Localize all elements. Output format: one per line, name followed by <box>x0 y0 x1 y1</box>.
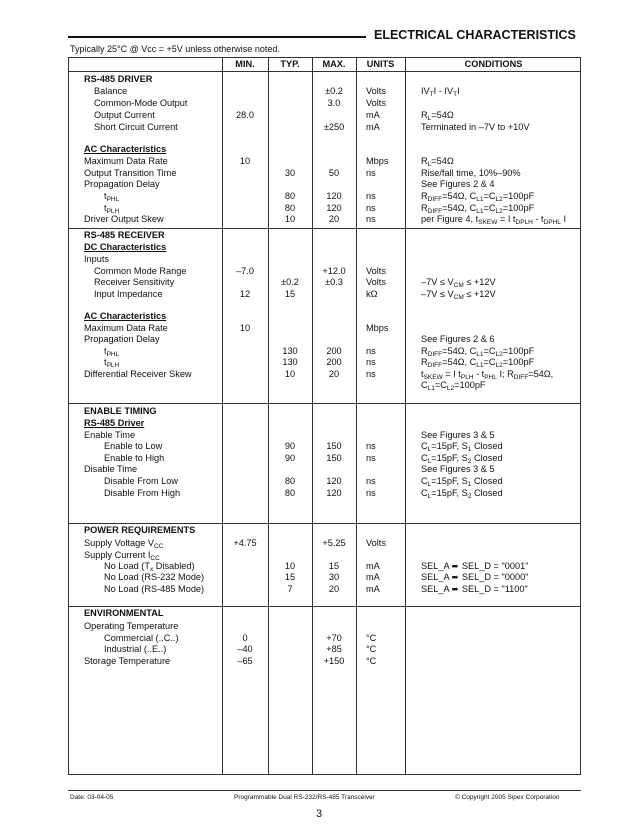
param-supply-current: Supply Current $I_{CC}$ <box>84 550 160 562</box>
section-title: ELECTRICAL CHARACTERISTICS <box>374 28 576 42</box>
value-max: 20 <box>328 369 340 379</box>
value-units: ns <box>366 346 376 356</box>
param-input-impedance: Input Impedance <box>94 289 163 299</box>
row-divider <box>69 71 580 72</box>
value-min: +4.75 <box>233 538 257 548</box>
subsection-ac-characteristics: AC Characteristics <box>84 144 167 154</box>
value-units: Volts <box>366 266 386 276</box>
value-condition: $R_{DIFF}=54\Omega$, $C_{L1}=C_{L2}=100pF$ <box>421 346 535 358</box>
value-typ: 80 <box>284 476 296 486</box>
param-enable-time: Enable Time <box>84 430 136 440</box>
param-short-circuit-current: Short Circuit Current <box>94 122 178 132</box>
col-divider <box>268 58 269 774</box>
value-condition: SEL_A ➨ SEL_D = "1100" <box>421 584 528 594</box>
section-environmental: ENVIRONMENTAL <box>84 608 164 618</box>
param-differential-receiver-skew: Differential Receiver Skew <box>84 369 192 379</box>
value-typ: 130 <box>282 357 298 367</box>
param-no-load-tx-disabled: No Load ($T_x$ Disabled) <box>104 561 195 573</box>
value-max: +150 <box>323 656 345 666</box>
value-max: 3.0 <box>327 98 341 108</box>
value-condition: $t_{SKEW} = I$ $t_{PLH} - t_{PHL}$ I; $R_{DIFF}=54\Omega$, <box>421 369 554 381</box>
param-operating-temperature: Operating Temperature <box>84 621 179 631</box>
value-units: Volts <box>366 86 386 96</box>
param-supply-voltage: Supply Voltage $V_{CC}$ <box>84 538 164 550</box>
value-units: ns <box>366 488 376 498</box>
value-min: –7.0 <box>236 266 254 276</box>
header-rule <box>68 36 366 38</box>
param-enable-to-low: Enable to Low <box>104 441 163 451</box>
value-typ: 80 <box>284 203 296 213</box>
col-divider <box>405 58 406 774</box>
value-units: mA <box>366 584 380 594</box>
value-condition: $R_{DIFF}=54\Omega$, $C_{L1}=C_{L2}=100pF$ <box>421 357 535 369</box>
value-units: mA <box>366 122 380 132</box>
value-condition: SEL_A ➨ SEL_D = "0000" <box>421 572 529 582</box>
value-units: Volts <box>366 277 386 287</box>
page-number: 3 <box>316 808 323 820</box>
param-no-load-rs232: No Load (RS-232 Mode) <box>104 572 205 582</box>
value-units: ns <box>366 203 376 213</box>
param-common-mode-range: Common Mode Range <box>94 266 187 276</box>
value-max: 150 <box>326 453 342 463</box>
col-header-units: UNITS <box>366 59 395 69</box>
value-units: Volts <box>366 98 386 108</box>
value-typ: 10 <box>284 561 296 571</box>
value-max: 120 <box>326 191 342 201</box>
subsection-ac-characteristics: AC Characteristics <box>84 311 167 321</box>
param-disable-time: Disable Time <box>84 464 138 474</box>
value-min: –40 <box>237 644 253 654</box>
value-max: 200 <box>326 346 342 356</box>
value-condition: $C_L=15pF$, $S_1$ Closed <box>421 441 503 453</box>
value-units: ns <box>366 168 376 178</box>
footer-copyright: © Copyright 2005 Sipex Corporation <box>455 794 560 801</box>
value-condition: See Figures 2 & 4 <box>421 179 495 189</box>
value-units: ns <box>366 357 376 367</box>
value-units: mA <box>366 110 380 120</box>
electrical-characteristics-table <box>68 57 581 775</box>
row-divider <box>69 403 580 404</box>
value-max: 200 <box>326 357 342 367</box>
col-divider <box>356 58 357 774</box>
value-typ: 90 <box>284 453 296 463</box>
value-typ: 90 <box>284 441 296 451</box>
param-tphl: $t_{PHL}$ <box>104 346 120 358</box>
value-typ: ±0.2 <box>281 277 299 287</box>
footer-rule <box>68 790 581 791</box>
conditions-note: Typically 25°C @ Vcc = +5V unless otherwise noted. <box>70 44 280 54</box>
value-max: +12.0 <box>322 266 346 276</box>
value-max: ±250 <box>323 122 345 132</box>
value-max: +70 <box>326 633 342 643</box>
value-typ: 15 <box>284 572 296 582</box>
param-output-transition-time: Output Transition Time <box>84 168 177 178</box>
value-condition: Rise/fall time, 10%–90% <box>421 168 521 178</box>
value-condition: per Figure 4, $t_{SKEW} = I$ $t_{DPLH} - t_{DPHL}$ I <box>421 214 567 226</box>
value-max: 20 <box>328 214 340 224</box>
value-units: ns <box>366 214 376 224</box>
row-divider <box>69 523 580 524</box>
param-tplh: $t_{PLH}$ <box>104 357 120 369</box>
value-typ: 10 <box>284 214 296 224</box>
value-min: –65 <box>237 656 253 666</box>
param-no-load-rs485: No Load (RS-485 Mode) <box>104 584 205 594</box>
param-driver-output-skew: Driver Output Skew <box>84 214 164 224</box>
footer-date: Date: 03-04-05 <box>70 794 114 801</box>
value-min: 10 <box>239 156 251 166</box>
value-units: kΩ <box>366 289 378 299</box>
col-header-typ: TYP. <box>280 59 300 69</box>
value-units: Mbps <box>366 323 389 333</box>
section-rs485-driver: RS-485 DRIVER <box>84 74 153 84</box>
param-max-data-rate: Maximum Data Rate <box>84 156 168 166</box>
value-typ: 80 <box>284 191 296 201</box>
value-max: 120 <box>326 476 342 486</box>
value-condition: $IV_TI - IV_TI$ <box>421 86 460 98</box>
value-condition: $R_{DIFF}=54\Omega$, $C_{L1}=C_{L2}=100pF$ <box>421 191 535 203</box>
param-storage-temperature: Storage Temperature <box>84 656 171 666</box>
value-min: 10 <box>239 323 251 333</box>
value-condition: SEL_A ➨ SEL_D = "0001" <box>421 561 529 571</box>
param-enable-to-high: Enable to High <box>104 453 165 463</box>
value-condition: $R_{DIFF}=54\Omega$, $C_{L1}=C_{L2}=100pF$ <box>421 203 535 215</box>
value-condition: $-7V \le V_{CM} \le +12V$ <box>421 289 496 301</box>
value-typ: 7 <box>287 584 293 594</box>
value-min: 12 <box>239 289 251 299</box>
value-max: 15 <box>328 561 340 571</box>
value-units: mA <box>366 561 380 571</box>
value-typ: 15 <box>284 289 296 299</box>
param-tphl: $t_{PHL}$ <box>104 191 120 203</box>
footer-product: Programmable Dual RS-232/RS-485 Transceiver <box>234 794 375 801</box>
value-max: 50 <box>328 168 340 178</box>
value-max: +5.25 <box>322 538 346 548</box>
value-units: ns <box>366 476 376 486</box>
param-disable-from-low: Disable From Low <box>104 476 179 486</box>
value-max: 150 <box>326 441 342 451</box>
section-rs485-receiver: RS-485 RECEIVER <box>84 230 165 240</box>
value-condition: Terminated in –7V to +10V <box>421 122 530 132</box>
value-condition: $C_{L1}=C_{L2}=100pF$ <box>421 380 486 392</box>
col-header-max: MAX. <box>322 59 346 69</box>
value-units: ns <box>366 191 376 201</box>
value-units: °C <box>366 633 377 643</box>
value-max: ±0.2 <box>325 86 343 96</box>
value-max: 120 <box>326 203 342 213</box>
param-disable-from-high: Disable From High <box>104 488 181 498</box>
value-condition: $C_L=15pF$, $S_2$ Closed <box>421 453 503 465</box>
param-common-mode-output: Common-Mode Output <box>94 98 188 108</box>
value-units: °C <box>366 656 377 666</box>
param-industrial: Industrial (..E..) <box>104 644 167 654</box>
value-units: ns <box>366 441 376 451</box>
subsection-rs485-driver: RS-485 Driver <box>84 418 145 428</box>
value-condition: See Figures 2 & 6 <box>421 334 495 344</box>
param-propagation-delay: Propagation Delay <box>84 179 160 189</box>
row-divider <box>69 228 580 229</box>
value-max: 120 <box>326 488 342 498</box>
value-max: ±0.3 <box>325 277 343 287</box>
value-units: ns <box>366 369 376 379</box>
value-max: 20 <box>328 584 340 594</box>
value-typ: 30 <box>284 168 296 178</box>
value-typ: 80 <box>284 488 296 498</box>
value-units: Volts <box>366 538 386 548</box>
param-inputs: Inputs <box>84 254 110 264</box>
value-typ: 130 <box>282 346 298 356</box>
row-divider <box>69 606 580 607</box>
section-enable-timing: ENABLE TIMING <box>84 406 157 416</box>
value-max: 30 <box>328 572 340 582</box>
value-condition: $-7V \le V_{CM} \le +12V$ <box>421 277 496 289</box>
subsection-dc-characteristics: DC Characteristics <box>84 242 167 252</box>
param-output-current: Output Current <box>94 110 155 120</box>
value-condition: See Figures 3 & 5 <box>421 464 495 474</box>
param-propagation-delay: Propagation Delay <box>84 334 160 344</box>
param-receiver-sensitivity: Receiver Sensitivity <box>94 277 175 287</box>
value-units: ns <box>366 453 376 463</box>
value-condition: $R_L=54\Omega$ <box>421 156 454 168</box>
value-max: +85 <box>326 644 342 654</box>
value-min: 0 <box>242 633 248 643</box>
section-power-requirements: POWER REQUIREMENTS <box>84 525 196 535</box>
col-header-min: MIN. <box>235 59 255 69</box>
value-min: 28.0 <box>236 110 254 120</box>
value-condition: $C_L=15pF$, $S_1$ Closed <box>421 476 503 488</box>
value-typ: 10 <box>284 369 296 379</box>
value-units: Mbps <box>366 156 389 166</box>
col-header-conditions: CONDITIONS <box>464 59 523 69</box>
param-commercial: Commercial (..C..) <box>104 633 179 643</box>
value-units: mA <box>366 572 380 582</box>
value-units: °C <box>366 644 377 654</box>
param-tplh: $t_{PLH}$ <box>104 203 120 215</box>
value-condition: $C_L=15pF$, $S_2$ Closed <box>421 488 503 500</box>
param-balance: Balance <box>94 86 128 96</box>
param-max-data-rate: Maximum Data Rate <box>84 323 168 333</box>
value-condition: $R_L=54\Omega$ <box>421 110 454 122</box>
value-condition: See Figures 3 & 5 <box>421 430 495 440</box>
